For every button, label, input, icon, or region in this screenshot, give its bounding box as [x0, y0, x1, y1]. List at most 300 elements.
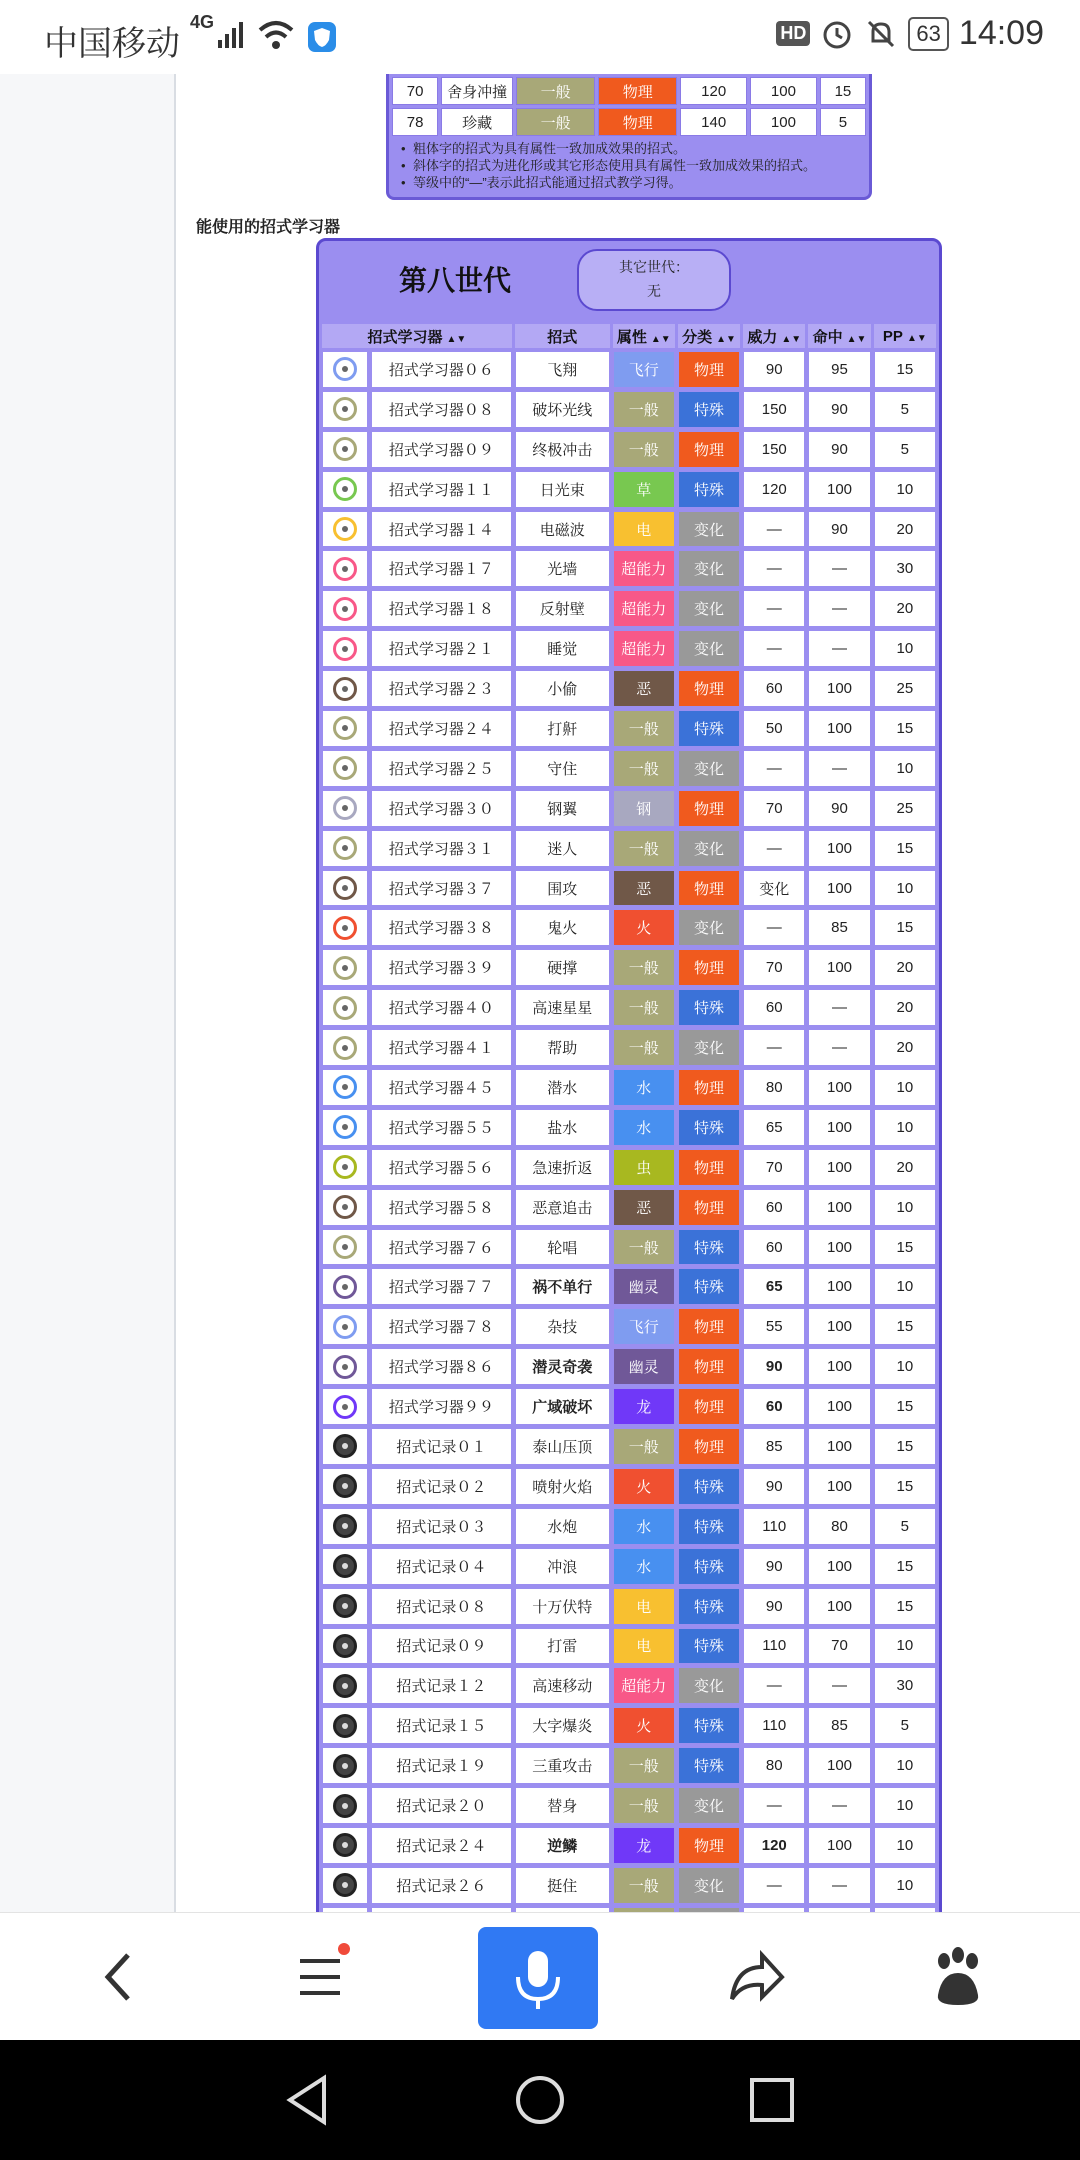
- move-name-cell[interactable]: 小偷: [515, 670, 610, 707]
- category-cell: 特殊: [678, 391, 740, 428]
- table-row[interactable]: [322, 511, 936, 548]
- category-cell: 变化: [678, 630, 740, 667]
- pp-cell: 10: [874, 1628, 936, 1665]
- disc-icon: [333, 1514, 357, 1538]
- power-cell: —: [743, 1867, 805, 1904]
- power-cell: 80: [743, 1747, 805, 1784]
- move-name-cell[interactable]: 逆鳞: [515, 1827, 610, 1864]
- other-generations-box[interactable]: [577, 249, 731, 311]
- disc-icon-cell: [322, 391, 368, 428]
- header-tm[interactable]: [322, 324, 512, 348]
- move-name-cell[interactable]: 日光束: [515, 471, 610, 508]
- tm-name-cell: 招式学习器７８: [371, 1308, 512, 1345]
- disc-icon: [333, 1235, 357, 1259]
- disc-icon: [333, 1474, 357, 1498]
- table-row[interactable]: [322, 1747, 936, 1784]
- accuracy-cell: 95: [808, 351, 870, 388]
- category-cell: 特殊: [678, 1628, 740, 1665]
- tm-name-cell: 招式记录２０: [371, 1787, 512, 1824]
- accuracy-cell: 70: [808, 1628, 870, 1665]
- category-cell: 变化: [678, 590, 740, 627]
- move-name-cell[interactable]: 泰山压顶: [515, 1428, 610, 1465]
- move-name-cell[interactable]: 终极冲击: [515, 431, 610, 468]
- move-name-cell[interactable]: 打雷: [515, 1628, 610, 1665]
- type-cell: 钢: [613, 790, 675, 827]
- move-name-cell[interactable]: 守住: [515, 750, 610, 787]
- header-label: 分类: [682, 328, 713, 346]
- tm-name-cell: 招式学习器３８: [371, 909, 512, 946]
- pp-cell: 10: [874, 870, 936, 907]
- pp-cell: 10: [874, 1827, 936, 1864]
- type-cell: 一般: [613, 949, 675, 986]
- pp-cell: 15: [874, 1308, 936, 1345]
- table-row[interactable]: [322, 431, 936, 468]
- disc-icon: [333, 1833, 357, 1857]
- disc-icon-cell: [322, 1189, 368, 1226]
- tm-name-cell: 招式记录２６: [371, 1867, 512, 1904]
- type-cell: 水: [613, 1508, 675, 1545]
- pp-cell: 10: [874, 1348, 936, 1385]
- table-row[interactable]: [322, 1189, 936, 1226]
- nav-home-icon[interactable]: [512, 2072, 568, 2128]
- move-name-cell[interactable]: 高速星星: [515, 989, 610, 1026]
- table-row[interactable]: [322, 1109, 936, 1146]
- tm-name-cell: 招式学习器１４: [371, 511, 512, 548]
- move-name-cell[interactable]: 围攻: [515, 870, 610, 907]
- move-name-cell[interactable]: 飞翔: [515, 351, 610, 388]
- power-cell: 60: [743, 1388, 805, 1425]
- power-cell: 60: [743, 989, 805, 1026]
- tm-name-cell: 招式学习器５８: [371, 1189, 512, 1226]
- accuracy-cell: 100: [808, 1388, 870, 1425]
- nav-back-icon[interactable]: [280, 2072, 336, 2128]
- category-cell: 物理: [678, 1827, 740, 1864]
- accuracy-cell: —: [808, 630, 870, 667]
- nav-recents-icon[interactable]: [744, 2072, 800, 2128]
- category-cell: 特殊: [678, 1268, 740, 1305]
- type-cell: 一般: [613, 1229, 675, 1266]
- accuracy-cell: 100: [808, 1308, 870, 1345]
- disc-icon-cell: [322, 1149, 368, 1186]
- table-row[interactable]: [322, 1348, 936, 1385]
- disc-icon-cell: [322, 630, 368, 667]
- move-name-cell[interactable]: 冲浪: [515, 1548, 610, 1585]
- pp-cell: 15: [874, 1428, 936, 1465]
- header-type[interactable]: [613, 324, 675, 348]
- move-name-cell[interactable]: 反射壁: [515, 590, 610, 627]
- signal-icon: [216, 20, 246, 50]
- accuracy-cell: 100: [808, 1268, 870, 1305]
- move-name-cell[interactable]: 迷人: [515, 830, 610, 867]
- type-cell: 电: [613, 511, 675, 548]
- pp-cell: 15: [874, 1388, 936, 1425]
- type-cell: 超能力: [613, 630, 675, 667]
- accuracy-cell: 100: [808, 870, 870, 907]
- type-cell: 火: [613, 909, 675, 946]
- pp-cell: 10: [874, 1787, 936, 1824]
- disc-icon: [333, 1075, 357, 1099]
- accuracy-cell: 100: [808, 710, 870, 747]
- category-cell: 特殊: [678, 710, 740, 747]
- table-row[interactable]: [322, 1867, 936, 1904]
- table-row[interactable]: [322, 1628, 936, 1665]
- table-row[interactable]: [322, 790, 936, 827]
- tm-name-cell: 招式学习器２３: [371, 670, 512, 707]
- tm-name-cell: 招式记录０４: [371, 1548, 512, 1585]
- move-name-cell[interactable]: 打鼾: [515, 710, 610, 747]
- table-row[interactable]: [322, 1707, 936, 1744]
- category-cell: 物理: [678, 870, 740, 907]
- table-row[interactable]: [322, 1468, 936, 1505]
- category-cell: 变化: [678, 511, 740, 548]
- move-name-cell: 舍身冲撞: [441, 77, 513, 105]
- accuracy-cell: 85: [808, 1707, 870, 1744]
- table-row[interactable]: [322, 989, 936, 1026]
- table-row[interactable]: [322, 1308, 936, 1345]
- accuracy-cell: 100: [808, 471, 870, 508]
- accuracy-cell: —: [808, 550, 870, 587]
- move-name-cell[interactable]: 水炮: [515, 1508, 610, 1545]
- category-cell: 物理: [678, 1348, 740, 1385]
- header-power[interactable]: [743, 324, 805, 348]
- accuracy-cell: 85: [808, 909, 870, 946]
- move-name-cell[interactable]: 杂技: [515, 1308, 610, 1345]
- move-name-cell[interactable]: 祸不单行: [515, 1268, 610, 1305]
- category-cell: 物理: [678, 1189, 740, 1226]
- sort-icon: ▲▼: [781, 333, 802, 345]
- notes-list: [397, 140, 865, 191]
- hd-badge: HD: [776, 21, 810, 46]
- table-row[interactable]: [322, 590, 936, 627]
- table-row[interactable]: [322, 1268, 936, 1305]
- type-cell: 草: [613, 471, 675, 508]
- table-row[interactable]: [322, 1667, 936, 1704]
- move-name-cell[interactable]: 广域破坏: [515, 1388, 610, 1425]
- accuracy-cell: 100: [808, 1827, 870, 1864]
- tm-name-cell: 招式记录０９: [371, 1628, 512, 1665]
- pp-cell: 10: [874, 1069, 936, 1106]
- baidu-paw-icon[interactable]: [928, 1927, 988, 2027]
- table-row[interactable]: [322, 1548, 936, 1585]
- power-cell: —: [743, 630, 805, 667]
- move-name-cell[interactable]: 轮唱: [515, 1229, 610, 1266]
- type-cell: 幽灵: [613, 1268, 675, 1305]
- pp-cell: 20: [874, 1149, 936, 1186]
- table-row[interactable]: [322, 710, 936, 747]
- power-cell: 110: [743, 1707, 805, 1744]
- type-cell: 恶: [613, 870, 675, 907]
- type-cell: 一般: [613, 750, 675, 787]
- move-name-cell[interactable]: 钢翼: [515, 790, 610, 827]
- move-name-cell[interactable]: 高速移动: [515, 1667, 610, 1704]
- disc-icon: [333, 1115, 357, 1139]
- table-row[interactable]: [322, 1428, 936, 1465]
- alarm-icon: [820, 17, 854, 51]
- accuracy-cell: 80: [808, 1508, 870, 1545]
- category-cell: 物理: [678, 949, 740, 986]
- move-name-cell[interactable]: 盐水: [515, 1109, 610, 1146]
- type-cell: 飞行: [613, 1308, 675, 1345]
- power-cell: 90: [743, 1548, 805, 1585]
- other-generations-label: 其它世代：: [619, 259, 689, 275]
- power-cell: 85: [743, 1428, 805, 1465]
- table-row[interactable]: [322, 471, 936, 508]
- disc-icon-cell: [322, 1229, 368, 1266]
- table-row[interactable]: [322, 1508, 936, 1545]
- power-cell: —: [743, 550, 805, 587]
- accuracy-cell: 100: [808, 1348, 870, 1385]
- move-name-cell[interactable]: 大字爆炎: [515, 1707, 610, 1744]
- move-name-cell[interactable]: 潜灵奇袭: [515, 1348, 610, 1385]
- table-row[interactable]: [322, 1149, 936, 1186]
- tm-name-cell: 招式学习器０９: [371, 431, 512, 468]
- disc-icon-cell: [322, 949, 368, 986]
- disc-icon-cell: [322, 830, 368, 867]
- tm-section-heading: 能使用的招式学习器: [196, 219, 341, 236]
- header-move: [515, 324, 610, 348]
- type-cell: 一般: [613, 431, 675, 468]
- accuracy-cell: 100: [808, 1747, 870, 1784]
- table-row[interactable]: [322, 351, 936, 388]
- type-cell: 一般: [516, 77, 595, 105]
- pp-cell: 5: [874, 391, 936, 428]
- back-icon[interactable]: [96, 1927, 142, 2027]
- category-cell: 变化: [678, 1787, 740, 1824]
- disc-icon: [333, 1395, 357, 1419]
- tm-name-cell: 招式学习器２１: [371, 630, 512, 667]
- tm-name-cell: 招式学习器３０: [371, 790, 512, 827]
- table-row[interactable]: [322, 909, 936, 946]
- type-cell: 超能力: [613, 550, 675, 587]
- move-name-cell[interactable]: 喷射火焰: [515, 1468, 610, 1505]
- table-row[interactable]: [322, 670, 936, 707]
- category-cell: 特殊: [678, 1468, 740, 1505]
- pp-cell: 10: [874, 1189, 936, 1226]
- disc-icon: [333, 1355, 357, 1379]
- disc-icon: [333, 517, 357, 541]
- disc-icon-cell: [322, 1827, 368, 1864]
- disc-icon-cell: [322, 670, 368, 707]
- note-item: • 粗体字的招式为具有属性一致加成效果的招式。: [397, 140, 865, 157]
- move-name-cell[interactable]: 帮助: [515, 1029, 610, 1066]
- category-cell: 特殊: [678, 1548, 740, 1585]
- header-pp[interactable]: [874, 324, 936, 348]
- table-row[interactable]: [322, 1827, 936, 1864]
- move-name-cell[interactable]: 光墙: [515, 550, 610, 587]
- table-row: [392, 77, 866, 105]
- type-cell: 虫: [613, 1149, 675, 1186]
- disc-icon-cell: [322, 870, 368, 907]
- tm-name-cell: 招式学习器４１: [371, 1029, 512, 1066]
- disc-icon-cell: [322, 1109, 368, 1146]
- category-cell: 特殊: [678, 1747, 740, 1784]
- table-row[interactable]: [322, 1069, 936, 1106]
- disc-icon-cell: [322, 710, 368, 747]
- category-cell: 特殊: [678, 471, 740, 508]
- header-label: 属性: [616, 328, 647, 346]
- security-shield-icon: [306, 20, 338, 54]
- accuracy-cell: 90: [808, 391, 870, 428]
- category-cell: 物理: [678, 1388, 740, 1425]
- move-name-cell[interactable]: 急速折返: [515, 1149, 610, 1186]
- system-navigation-bar: [0, 2040, 1080, 2160]
- disc-icon: [333, 1714, 357, 1738]
- disc-icon-cell: [322, 550, 368, 587]
- type-cell: 恶: [613, 1189, 675, 1226]
- accuracy-cell: 100: [808, 949, 870, 986]
- disc-icon: [333, 677, 357, 701]
- table-row[interactable]: [322, 1787, 936, 1824]
- move-name-cell[interactable]: 鬼火: [515, 909, 610, 946]
- table-row[interactable]: [322, 1229, 936, 1266]
- tm-name-cell: 招式记录０３: [371, 1508, 512, 1545]
- move-name-cell[interactable]: 潜水: [515, 1069, 610, 1106]
- voice-search-button[interactable]: [478, 1927, 598, 2029]
- disc-icon: [333, 1674, 357, 1698]
- browser-toolbar: [0, 1912, 1080, 2040]
- table-row[interactable]: [322, 949, 936, 986]
- move-name-cell[interactable]: 挺住: [515, 1867, 610, 1904]
- table-row[interactable]: [322, 870, 936, 907]
- power-cell: 110: [743, 1508, 805, 1545]
- pp-cell: 10: [874, 471, 936, 508]
- category-cell: 变化: [678, 1667, 740, 1704]
- category-cell: 特殊: [678, 1707, 740, 1744]
- power-cell: 120: [743, 1827, 805, 1864]
- table-row[interactable]: [322, 830, 936, 867]
- network-type: 4G: [190, 12, 215, 32]
- table-row[interactable]: [322, 750, 936, 787]
- pp-cell: 15: [874, 909, 936, 946]
- disc-icon: [333, 996, 357, 1020]
- category-cell: 物理: [678, 1069, 740, 1106]
- disc-icon: [333, 1434, 357, 1458]
- type-cell: 一般: [613, 830, 675, 867]
- move-name-cell[interactable]: 电磁波: [515, 511, 610, 548]
- pp-cell: 15: [820, 77, 866, 105]
- pp-cell: 10: [874, 1268, 936, 1305]
- category-cell: 特殊: [678, 1109, 740, 1146]
- type-cell: 水: [613, 1109, 675, 1146]
- type-cell: 超能力: [613, 590, 675, 627]
- table-row[interactable]: [322, 550, 936, 587]
- type-cell: 一般: [613, 391, 675, 428]
- accuracy-cell: 100: [808, 1229, 870, 1266]
- accuracy-cell: —: [808, 1787, 870, 1824]
- table-row[interactable]: [322, 1029, 936, 1066]
- accuracy-cell: 100: [808, 1468, 870, 1505]
- disc-icon-cell: [322, 511, 368, 548]
- move-name-cell[interactable]: 破坏光线: [515, 391, 610, 428]
- header-category[interactable]: [678, 324, 740, 348]
- type-cell: 火: [613, 1468, 675, 1505]
- tm-name-cell: 招式学习器１８: [371, 590, 512, 627]
- tm-name-cell: 招式学习器３９: [371, 949, 512, 986]
- move-name-cell[interactable]: 十万伏特: [515, 1588, 610, 1625]
- header-label: 招式: [547, 328, 578, 346]
- disc-icon: [333, 437, 357, 461]
- pp-cell: 15: [874, 710, 936, 747]
- share-icon[interactable]: [726, 1927, 786, 2027]
- disc-icon: [333, 1554, 357, 1578]
- pp-cell: 5: [820, 108, 866, 136]
- other-generations-value: 无: [647, 283, 661, 299]
- disc-icon: [333, 1594, 357, 1618]
- generation-header: [319, 241, 939, 319]
- header-accuracy[interactable]: [808, 324, 870, 348]
- category-cell: 物理: [678, 670, 740, 707]
- move-name-cell[interactable]: 恶意追击: [515, 1189, 610, 1226]
- type-cell: 一般: [613, 1747, 675, 1784]
- category-cell: 特殊: [678, 1588, 740, 1625]
- tm-name-cell: 招式记录１９: [371, 1747, 512, 1784]
- tm-name-cell: 招式学习器９９: [371, 1388, 512, 1425]
- pp-cell: 20: [874, 1029, 936, 1066]
- power-cell: 变化: [743, 870, 805, 907]
- disc-icon-cell: [322, 351, 368, 388]
- disc-icon-cell: [322, 1588, 368, 1625]
- tm-name-cell: 招式学习器７７: [371, 1268, 512, 1305]
- power-cell: 60: [743, 670, 805, 707]
- category-cell: 特殊: [678, 989, 740, 1026]
- move-name-cell[interactable]: 硬撑: [515, 949, 610, 986]
- type-cell: 恶: [613, 670, 675, 707]
- move-name-cell[interactable]: 睡觉: [515, 630, 610, 667]
- accuracy-cell: 100: [808, 1189, 870, 1226]
- status-bar: [0, 0, 1080, 74]
- pp-cell: 15: [874, 1468, 936, 1505]
- pp-cell: 5: [874, 1508, 936, 1545]
- table-row[interactable]: [322, 1588, 936, 1625]
- type-cell: 一般: [516, 108, 595, 136]
- tm-table: [316, 238, 942, 1938]
- web-page[interactable]: [0, 74, 1080, 1912]
- accuracy-cell: 100: [808, 670, 870, 707]
- table-row[interactable]: [322, 391, 936, 428]
- sort-icon: ▲▼: [650, 333, 671, 345]
- power-cell: 80: [743, 1069, 805, 1106]
- menu-icon[interactable]: [296, 1927, 352, 2027]
- move-name-cell[interactable]: 三重攻击: [515, 1747, 610, 1784]
- accuracy-cell: —: [808, 750, 870, 787]
- pp-cell: 15: [874, 830, 936, 867]
- battery-indicator: 63: [908, 17, 948, 51]
- power-cell: 60: [743, 1229, 805, 1266]
- table-row: [392, 108, 866, 136]
- table-row[interactable]: [322, 1388, 936, 1425]
- disc-icon-cell: [322, 1667, 368, 1704]
- pp-cell: 30: [874, 1667, 936, 1704]
- table-row[interactable]: [322, 630, 936, 667]
- disc-icon-cell: [322, 1468, 368, 1505]
- power-cell: —: [743, 1787, 805, 1824]
- disc-icon-cell: [322, 1069, 368, 1106]
- pp-cell: 10: [874, 1109, 936, 1146]
- header-label: 招式学习器: [367, 328, 443, 346]
- disc-icon: [333, 876, 357, 900]
- type-cell: 飞行: [613, 351, 675, 388]
- disc-icon-cell: [322, 790, 368, 827]
- move-name-cell[interactable]: 替身: [515, 1787, 610, 1824]
- sort-icon: ▲▼: [716, 333, 736, 345]
- accuracy-cell: 100: [750, 108, 817, 136]
- pp-cell: 20: [874, 511, 936, 548]
- type-cell: 一般: [613, 989, 675, 1026]
- category-cell: 物理: [678, 351, 740, 388]
- type-cell: 水: [613, 1069, 675, 1106]
- disc-icon: [333, 756, 357, 780]
- category-cell: 变化: [678, 750, 740, 787]
